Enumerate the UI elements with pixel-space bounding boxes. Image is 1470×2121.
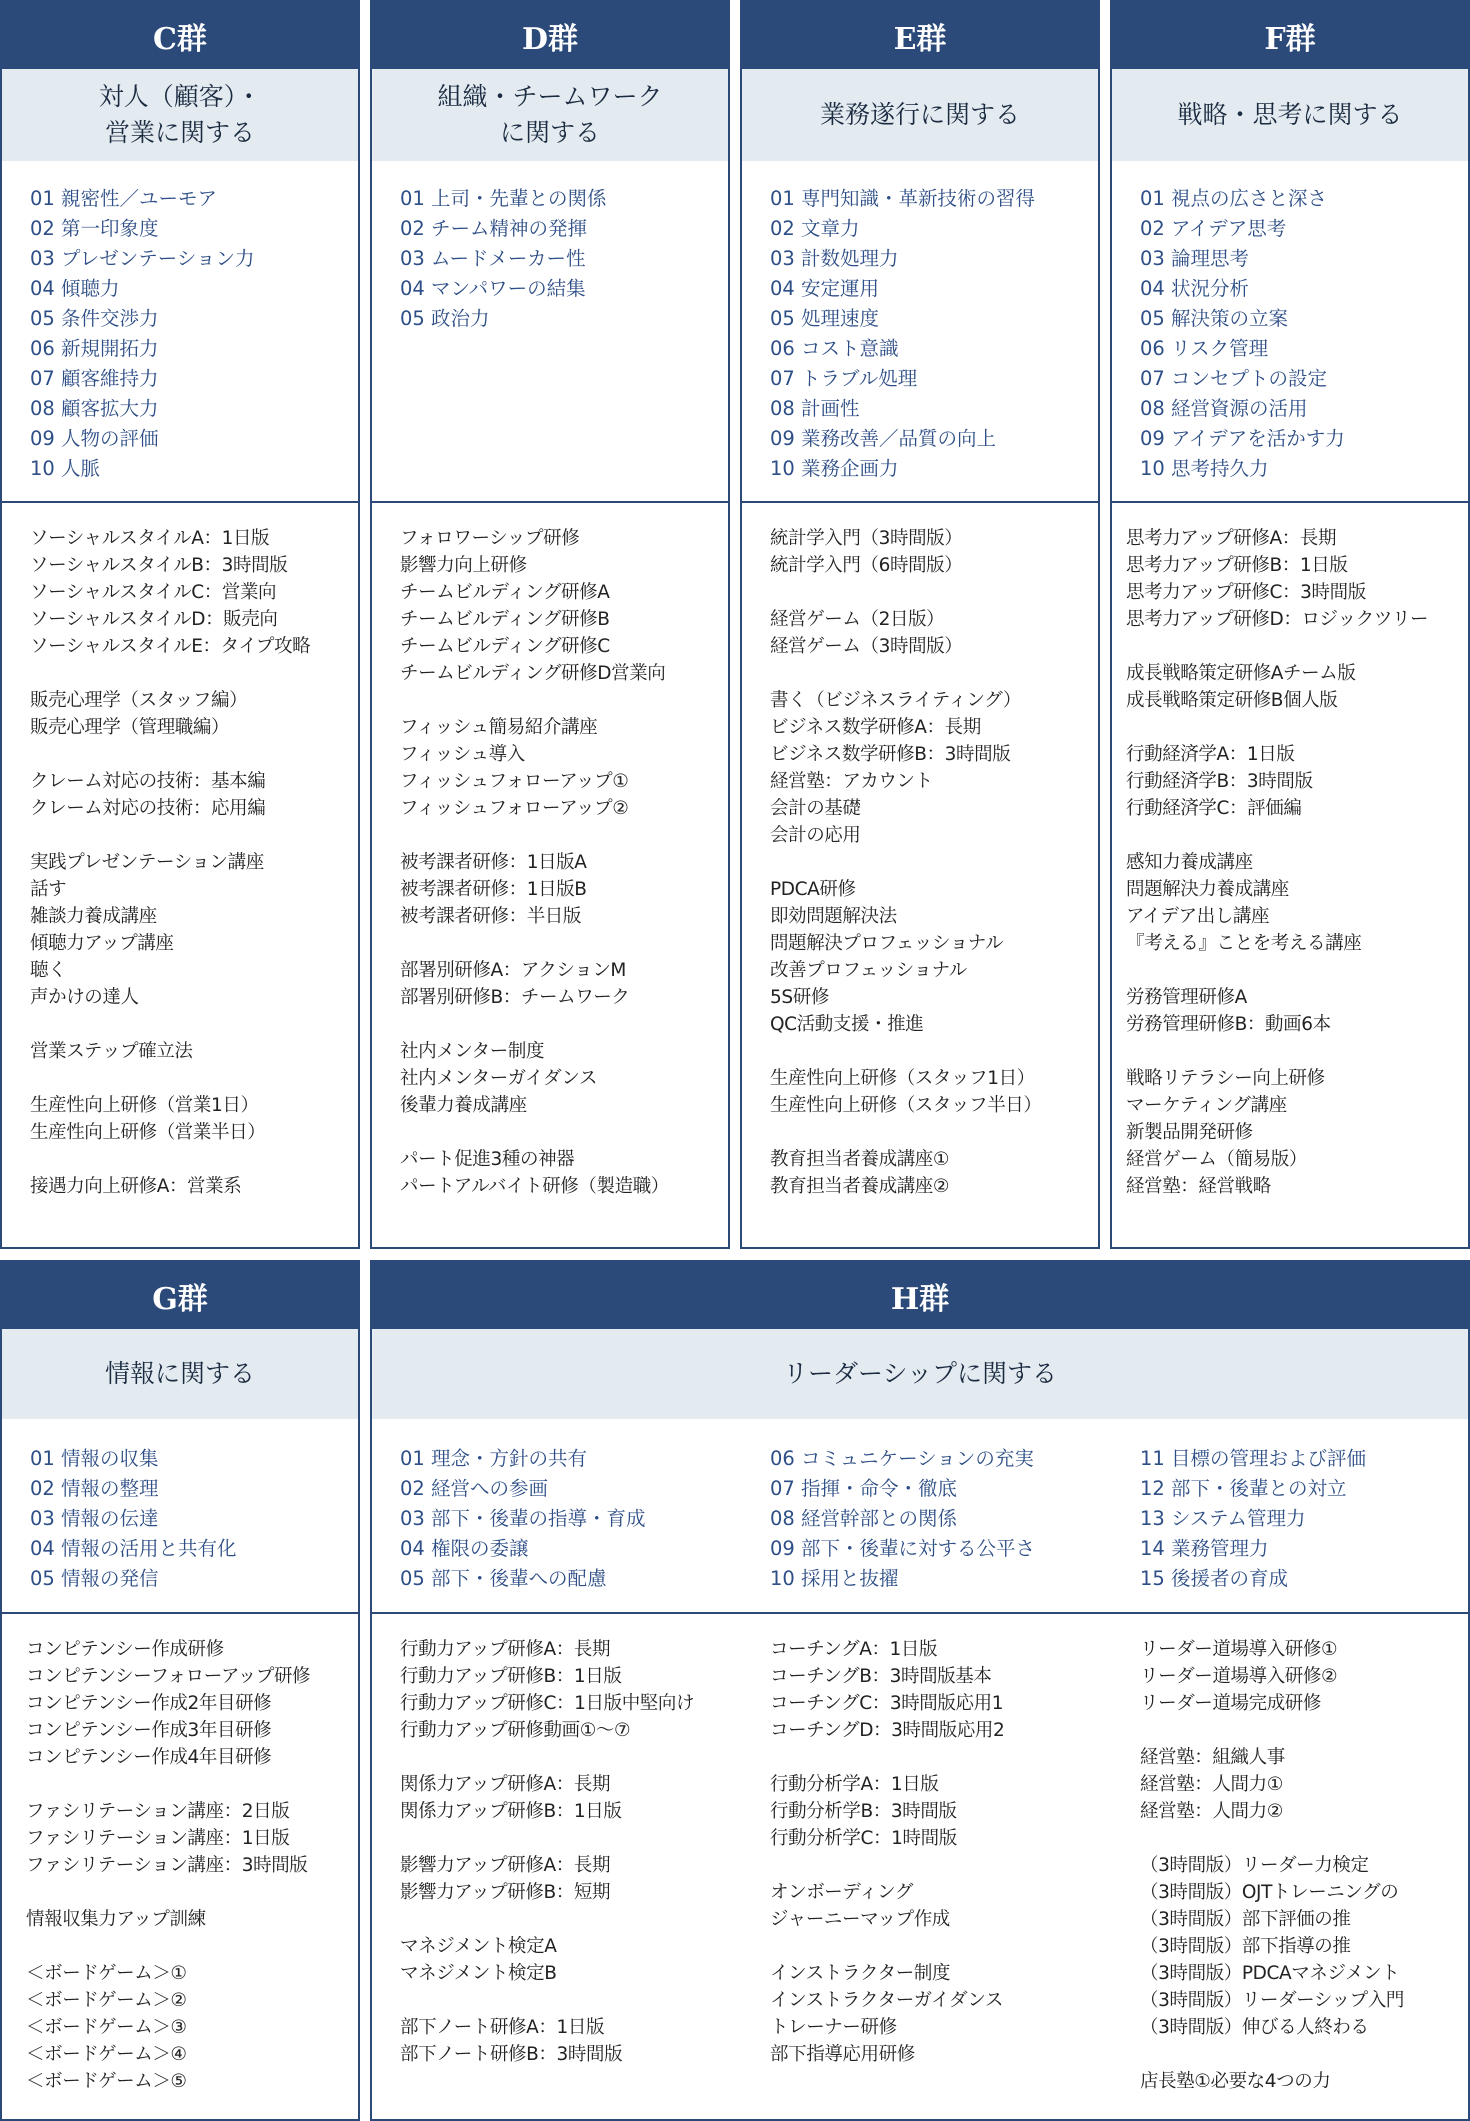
course-item: リーダー道場導入研修② [1140,1666,1338,1687]
course-item: 関係力アップ研修A：長期 [400,1774,611,1795]
spacer [1140,2041,1404,2068]
course-item: ソーシャルスタイルA：1日版 [30,528,270,549]
course-item: 思考力アップ研修B：1日版 [1126,555,1348,576]
spacer [400,687,669,714]
group-h-skills-col3 [1140,1444,1366,1594]
spacer [30,1011,310,1038]
course-item: ファシリテーション講座：1日版 [26,1828,290,1849]
course-item: 行動力アップ研修B：1日版 [400,1666,622,1687]
course-item: 教育担当者養成講座① [770,1149,950,1170]
course-item: ビジネス数学研修A：長期 [770,717,981,738]
course-item: 行動経済学B：3時間版 [1126,771,1313,792]
group-d-header: D群 [372,2,728,69]
spacer [770,1038,1042,1065]
course-item: （3時間版）部下指導の推 [1140,1936,1351,1957]
course-item: 行動力アップ研修A：長期 [400,1639,611,1660]
spacer [30,660,310,687]
skill-item: 09 業務改善／品質の向上 [770,427,997,450]
course-item: 後輩力養成講座 [400,1095,527,1116]
skill-item: 08 顧客拡大力 [30,397,159,420]
group-g-subtitle: 情報に関する [2,1329,358,1419]
course-item: 部下指導応用研修 [770,2044,915,2065]
course-item: ファシリテーション講座：2日版 [26,1801,290,1822]
spacer [26,1933,310,1960]
spacer [30,1065,310,1092]
spacer [400,1906,694,1933]
group-h-courses-col1 [400,1636,694,2068]
course-item: ソーシャルスタイルE：タイプ攻略 [30,636,311,657]
course-item: 経営ゲーム（2日版） [770,609,945,630]
skill-item: 05 部下・後輩への配慮 [400,1567,607,1590]
spacer [770,1852,1004,1879]
skill-item: 03 部下・後輩の指導・育成 [400,1507,646,1530]
course-item: 傾聴力アップ講座 [30,933,174,954]
course-item: 行動力アップ研修動画①～⑦ [400,1720,631,1741]
course-item: フォロワーシップ研修 [400,528,580,549]
course-item: 会計の基礎 [770,798,861,819]
skill-item: 07 トラブル処理 [770,367,918,390]
group-c-header: C群 [2,2,358,69]
group-d-panel [370,0,730,1249]
course-item: 新製品開発研修 [1126,1122,1253,1143]
spacer [770,1119,1042,1146]
course-item: チームビルディング研修B [400,609,610,630]
course-item: 改善プロフェッショナル [770,960,967,981]
skill-item: 02 情報の整理 [30,1477,159,1500]
skill-item: 05 政治力 [400,307,490,330]
skill-item: 08 経営幹部との関係 [770,1507,958,1530]
skill-item: 12 部下・後輩との対立 [1140,1477,1347,1500]
course-item: 生産性向上研修（スタッフ半日） [770,1095,1042,1116]
course-item: ＜ボードゲーム＞② [26,1990,187,2011]
spacer [1140,1825,1404,1852]
group-f-panel [1110,0,1470,1249]
course-item: リーダー道場導入研修① [1140,1639,1338,1660]
group-d-skills [400,184,607,334]
course-item: フィッシュフォローアップ② [400,798,629,819]
group-c-subtitle: 対人（顧客）・ 営業に関する [2,69,358,161]
course-item: 経営塾：人間力② [1140,1801,1283,1822]
skill-item: 05 処理速度 [770,307,880,330]
course-item: 部署別研修A：アクションM [400,960,626,981]
course-item: 思考力アップ研修A：長期 [1126,528,1337,549]
skill-item: 05 情報の発信 [30,1567,159,1590]
group-c-skills [30,184,254,484]
course-item: 経営塾：人間力① [1140,1774,1283,1795]
skill-item: 01 上司・先輩との関係 [400,187,607,210]
course-item: ＜ボードゲーム＞③ [26,2017,187,2038]
course-item: 経営ゲーム（簡易版） [1126,1149,1308,1170]
course-item: 聴く [30,960,67,981]
course-item: 販売心理学（管理職編） [30,717,230,738]
course-item: 経営塾：組織人事 [1140,1747,1285,1768]
group-h-courses-col2 [770,1636,1004,2068]
course-item: フィッシュフォローアップ① [400,771,629,792]
course-item: 部下ノート研修A：1日版 [400,2017,605,2038]
course-item: 統計学入門（6時間版） [770,555,963,576]
course-item: ＜ボードゲーム＞① [26,1963,187,1984]
course-item: 思考力アップ研修D：ロジックツリー [1126,609,1429,630]
course-item: 営業ステップ確立法 [30,1041,193,1062]
skill-item: 06 コミュニケーションの充実 [770,1447,1034,1470]
skill-item: 06 新規開拓力 [30,337,159,360]
spacer [26,1771,310,1798]
spacer [1140,1717,1404,1744]
skill-item: 03 計数処理力 [770,247,899,270]
group-f-subtitle: 戦略・思考に関する [1112,69,1468,161]
group-c-panel [0,0,360,1249]
skill-item: 08 計画性 [770,397,860,420]
course-item: 行動分析学A：1日版 [770,1774,939,1795]
skill-item: 04 状況分析 [1140,277,1250,300]
course-item: 成長戦略策定研修Aチーム版 [1126,663,1356,684]
course-item: ソーシャルスタイルC：営業向 [30,582,277,603]
course-item: オンボーディング [770,1882,913,1903]
skill-item: 09 アイデアを活かす力 [1140,427,1345,450]
course-item: 部下ノート研修B：3時間版 [400,2044,623,2065]
skill-item: 02 第一印象度 [30,217,159,240]
skill-item: 10 思考持久力 [1140,457,1269,480]
spacer [30,822,310,849]
course-item: （3時間版）リーダーシップ入門 [1140,1990,1405,2011]
group-f-courses [1126,525,1428,1200]
course-item: 社内メンターガイダンス [400,1068,598,1089]
skill-item: 03 情報の伝達 [30,1507,159,1530]
group-e-header: E群 [742,2,1098,69]
course-item: 思考力アップ研修C：3時間版 [1126,582,1366,603]
skill-item: 13 システム管理力 [1140,1507,1306,1530]
spacer [400,930,669,957]
course-item: 影響力アップ研修B：短期 [400,1882,611,1903]
course-item: トレーナー研修 [770,2017,897,2038]
spacer [1126,714,1428,741]
skill-item: 10 人脈 [30,457,101,480]
group-g-courses [26,1636,310,2095]
course-item: ソーシャルスタイルB：3時間版 [30,555,288,576]
group-h-panel [370,1260,1470,2121]
spacer [1126,957,1428,984]
course-item: チームビルディング研修C [400,636,610,657]
spacer [770,1933,1004,1960]
course-item: 教育担当者養成講座② [770,1176,950,1197]
course-item: ＜ボードゲーム＞④ [26,2044,187,2065]
group-d-subtitle: 組織・チームワーク に関する [372,69,728,161]
spacer [400,1011,669,1038]
course-item: インストラクター制度 [770,1963,951,1984]
skill-item: 01 理念・方針の共有 [400,1447,588,1470]
course-item: マネジメント検定B [400,1963,557,1984]
skill-item: 03 論理思考 [1140,247,1250,270]
course-item: コンピテンシー作成4年目研修 [26,1747,272,1768]
group-h-divider [372,1612,1468,1614]
course-item: 行動力アップ研修C：1日版中堅向け [400,1693,695,1714]
course-item: 会計の応用 [770,825,861,846]
spacer [770,1744,1004,1771]
skill-item: 01 親密性／ユーモア [30,187,218,210]
group-e-divider [742,501,1098,503]
course-item: クレーム対応の技術：基本編 [30,771,266,792]
course-item: ソーシャルスタイルD：販売向 [30,609,278,630]
skill-item: 02 チーム精神の発揮 [400,217,588,240]
group-d-divider [372,501,728,503]
spacer [400,1987,694,2014]
group-h-subtitle: リーダーシップに関する [372,1329,1468,1419]
course-item: 声かけの達人 [30,987,139,1008]
course-item: 関係力アップ研修B：1日版 [400,1801,622,1822]
course-item: 実践プレゼンテーション講座 [30,852,264,873]
skill-item: 08 経営資源の活用 [1140,397,1308,420]
course-item: 話す [30,879,67,900]
course-item: 影響力向上研修 [400,555,527,576]
course-item: 被考課者研修：半日版 [400,906,582,927]
skill-item: 06 コスト意識 [770,337,899,360]
course-item: 経営ゲーム（3時間版） [770,636,963,657]
skill-item: 05 解決策の立案 [1140,307,1289,330]
course-item: マネジメント検定A [400,1936,557,1957]
spacer [1126,633,1428,660]
spacer [30,741,310,768]
group-d-courses [400,525,669,1200]
course-item: 被考課者研修：1日版B [400,879,587,900]
group-h-skills-col1 [400,1444,646,1594]
course-item: パートアルバイト研修（製造職） [400,1176,669,1197]
course-item: 書く（ビジネスライティング） [770,690,1021,711]
spacer [400,1825,694,1852]
course-item: （3時間版）伸びる人終わる [1140,2017,1369,2038]
group-e-panel [740,0,1100,1249]
course-item: ビジネス数学研修B：3時間版 [770,744,1011,765]
course-item: ＜ボードゲーム＞⑤ [26,2071,187,2092]
group-g-header: G群 [2,1262,358,1329]
course-item: 戦略リテラシー向上研修 [1126,1068,1325,1089]
course-item: （3時間版）リーダー力検定 [1140,1855,1369,1876]
skill-item: 01 専門知識・革新技術の習得 [770,187,1036,210]
spacer [400,1119,669,1146]
skill-item: 04 安定運用 [770,277,880,300]
skill-item: 03 ムードメーカー性 [400,247,586,270]
course-item: 生産性向上研修（スタッフ1日） [770,1068,1035,1089]
skill-item: 07 コンセプトの設定 [1140,367,1328,390]
group-e-courses [770,525,1042,1200]
group-e-subtitle: 業務遂行に関する [742,69,1098,161]
course-item: コーチングA：1日版 [770,1639,938,1660]
course-item: （3時間版）OJTトレーニングの [1140,1882,1399,1903]
skill-item: 02 文章力 [770,217,860,240]
course-item: 行動経済学C：評価編 [1126,798,1302,819]
course-item: マーケティング講座 [1126,1095,1287,1116]
course-item: コンピテンシーフォローアップ研修 [26,1666,311,1687]
course-item: 労務管理研修B：動画6本 [1126,1014,1331,1035]
skill-item: 02 経営への参画 [400,1477,549,1500]
skill-item: 07 顧客維持力 [30,367,159,390]
skill-item: 09 人物の評価 [30,427,159,450]
course-item: インストラクターガイダンス [770,1990,1004,2011]
group-f-skills [1140,184,1345,484]
course-item: フィッシュ簡易紹介講座 [400,717,598,738]
skill-item: 15 後援者の育成 [1140,1567,1289,1590]
spacer [770,579,1042,606]
course-item: 影響力アップ研修A：長期 [400,1855,611,1876]
spacer [770,660,1042,687]
course-item: コンピテンシー作成研修 [26,1639,224,1660]
spacer [770,849,1042,876]
course-item: コーチングB：3時間版基本 [770,1666,992,1687]
course-item: （3時間版）PDCAマネジメント [1140,1963,1400,1984]
course-item: 接遇力向上研修A：営業系 [30,1176,242,1197]
course-item: 雑談力養成講座 [30,906,157,927]
skill-item: 04 傾聴力 [30,277,120,300]
group-h-skills-col2 [770,1444,1035,1594]
course-item: 生産性向上研修（営業半日） [30,1122,266,1143]
course-item: 経営塾：経営戦略 [1126,1176,1271,1197]
course-item: ジャーニーマップ作成 [770,1909,950,1930]
skill-item: 04 権限の委譲 [400,1537,529,1560]
course-item: 社内メンター制度 [400,1041,545,1062]
skill-item: 05 条件交渉力 [30,307,159,330]
spacer [1126,1038,1428,1065]
course-item: 5S研修 [770,987,829,1008]
course-item: 問題解決力養成講座 [1126,879,1289,900]
group-g-divider [2,1612,358,1614]
course-item: 統計学入門（3時間版） [770,528,963,549]
course-item: 行動分析学B：3時間版 [770,1801,957,1822]
course-item: 販売心理学（スタッフ編） [30,690,248,711]
course-item: 感知力養成講座 [1126,852,1253,873]
skill-item: 07 指揮・命令・徹底 [770,1477,958,1500]
skill-item: 04 情報の活用と共有化 [30,1537,237,1560]
group-e-skills [770,184,1035,484]
course-item: 部署別研修B：チームワーク [400,987,630,1008]
group-g-skills [30,1444,237,1594]
skill-item: 14 業務管理力 [1140,1537,1269,1560]
skill-item: 11 目標の管理および評価 [1140,1447,1367,1470]
course-item: 生産性向上研修（営業1日） [30,1095,259,1116]
skill-item: 10 業務企画力 [770,457,899,480]
skill-item: 06 リスク管理 [1140,337,1269,360]
course-item: アイデア出し講座 [1126,906,1270,927]
group-c-courses [30,525,310,1200]
course-item: 情報収集力アップ訓練 [26,1909,206,1930]
skill-item: 04 マンパワーの結集 [400,277,586,300]
course-item: チームビルディング研修A [400,582,610,603]
skill-item: 01 視点の広さと深さ [1140,187,1328,210]
course-item: （3時間版）部下評価の推 [1140,1909,1351,1930]
course-item: コーチングC：3時間版応用1 [770,1693,1004,1714]
spacer [30,1146,310,1173]
spacer [1126,822,1428,849]
course-item: フィッシュ導入 [400,744,525,765]
group-h-courses-col3 [1140,1636,1404,2095]
spacer [26,1879,310,1906]
course-item: クレーム対応の技術：応用編 [30,798,266,819]
course-item: 経営塾：アカウント [770,771,933,792]
group-h-header: H群 [372,1262,1468,1329]
group-f-divider [1112,501,1468,503]
course-item: チームビルディング研修D営業向 [400,663,666,684]
group-c-divider [2,501,358,503]
course-item: PDCA研修 [770,879,856,900]
group-g-panel [0,1260,360,2121]
course-item: 『考える』ことを考える講座 [1126,933,1362,954]
skill-item: 02 アイデア思考 [1140,217,1287,240]
course-item: 労務管理研修A [1126,987,1247,1008]
course-item: 行動分析学C：1時間版 [770,1828,957,1849]
course-item: 行動経済学A：1日版 [1126,744,1295,765]
course-item: 問題解決プロフェッショナル [770,933,1004,954]
skill-item: 10 採用と抜擢 [770,1567,899,1590]
course-item: 店長塾①必要な4つの力 [1140,2071,1331,2092]
spacer [400,822,669,849]
skill-item: 03 プレゼンテーション力 [30,247,255,270]
skill-item: 01 情報の収集 [30,1447,159,1470]
course-item: コーチングD：3時間版応用2 [770,1720,1005,1741]
course-item: 成長戦略策定研修B個人版 [1126,690,1338,711]
skill-item: 09 部下・後輩に対する公平さ [770,1537,1036,1560]
course-item: 被考課者研修：1日版A [400,852,587,873]
course-item: 即効問題解決法 [770,906,897,927]
group-f-header: F群 [1112,2,1468,69]
course-item: コンピテンシー作成3年目研修 [26,1720,272,1741]
course-item: リーダー道場完成研修 [1140,1693,1322,1714]
course-item: パート促進3種の神器 [400,1149,575,1170]
spacer [400,1744,694,1771]
course-item: コンピテンシー作成2年目研修 [26,1693,272,1714]
course-item: QC活動支援・推進 [770,1014,924,1035]
course-item: ファシリテーション講座：3時間版 [26,1855,308,1876]
